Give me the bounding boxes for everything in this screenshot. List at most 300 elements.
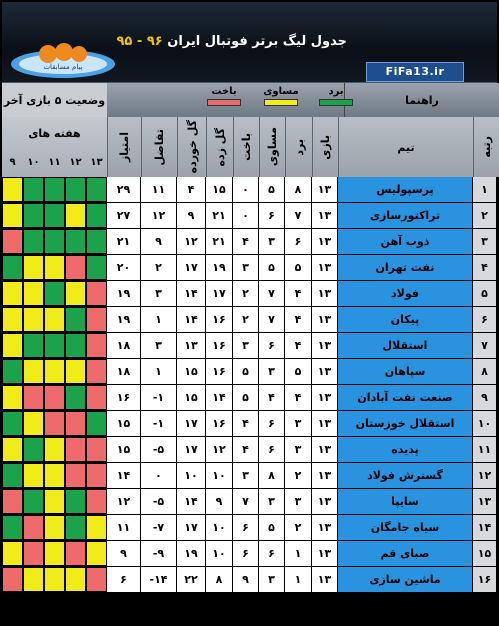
cell-team: ذوب آهن	[338, 229, 473, 254]
cell-team: صنعت نفت آبادان	[338, 385, 473, 410]
cell-pts: ۲۰	[107, 255, 141, 280]
cell-drawn: ۴	[259, 385, 285, 410]
form-result-draw	[44, 489, 65, 514]
form-result-win	[23, 203, 44, 228]
form-result-draw	[2, 385, 23, 410]
col-gd-label: تفاضل	[153, 128, 166, 166]
form-result-win	[86, 411, 107, 436]
form-result-draw	[2, 281, 23, 306]
brand-badge: FiFa13.ir	[366, 62, 464, 82]
cell-pts: ۲۷	[107, 203, 141, 228]
cell-gf: ۱۰	[206, 541, 233, 566]
cell-ga: ۱۴	[177, 307, 206, 332]
col-drawn	[259, 117, 285, 177]
cell-lost: ۰	[233, 203, 259, 228]
col-ga	[177, 117, 206, 177]
form-result-draw	[2, 333, 23, 358]
cell-gf: ۱۷	[206, 281, 233, 306]
form-result-draw	[44, 255, 65, 280]
cell-ga: ۱۷	[177, 411, 206, 436]
form-result-loss	[86, 359, 107, 384]
form-result-draw	[2, 541, 23, 566]
form-result-draw	[23, 411, 44, 436]
cell-gd: -۱۴	[141, 567, 177, 592]
form-result-draw	[23, 463, 44, 488]
cell-rank: ۳	[473, 229, 497, 254]
cell-gd: ۹	[141, 229, 177, 254]
cell-pts: ۱۹	[107, 307, 141, 332]
cell-gd: -۷	[141, 515, 177, 540]
cell-won: ۷	[285, 203, 312, 228]
cell-ga: ۴	[177, 177, 206, 202]
weeks-title: هفته های	[28, 127, 81, 140]
cell-won: ۳	[285, 437, 312, 462]
cell-rank: ۱۰	[473, 411, 497, 436]
cell-rank: ۸	[473, 359, 497, 384]
cell-drawn: ۷	[259, 281, 285, 306]
cell-pts: ۱۱	[107, 515, 141, 540]
cell-played: ۱۳	[312, 463, 338, 488]
cell-team: پیکان	[338, 307, 473, 332]
cell-pts: ۲۹	[107, 177, 141, 202]
cell-ga: ۱۴	[177, 281, 206, 306]
cell-pts: ۲۱	[107, 229, 141, 254]
form-result-draw	[44, 437, 65, 462]
cell-ga: ۱۷	[177, 255, 206, 280]
cell-team: صبای قم	[338, 541, 473, 566]
cell-pts: ۱۲	[107, 489, 141, 514]
table-row	[2, 567, 497, 593]
form-result-loss	[86, 567, 107, 592]
legend-win	[314, 86, 358, 106]
cell-played: ۱۳	[312, 489, 338, 514]
cell-team: استقلال	[338, 333, 473, 358]
form-result-draw	[86, 541, 107, 566]
form-result-loss	[86, 281, 107, 306]
cell-pts: ۹	[107, 541, 141, 566]
cell-drawn: ۳	[259, 489, 285, 514]
form-result-loss	[2, 489, 23, 514]
form-result-draw	[44, 567, 65, 592]
cell-won: ۳	[285, 411, 312, 436]
form-result-win	[44, 229, 65, 254]
form-result-win	[86, 177, 107, 202]
cell-drawn: ۵	[259, 255, 285, 280]
cell-played: ۱۳	[312, 281, 338, 306]
title-year: ۹۶ - ۹۵	[116, 34, 163, 49]
form-result-win	[65, 307, 86, 332]
form-result-draw	[44, 463, 65, 488]
col-rank-label: رتبه	[480, 136, 493, 158]
col-team	[338, 117, 473, 177]
table-row	[2, 177, 497, 203]
form-result-draw	[2, 177, 23, 202]
cell-played: ۱۳	[312, 567, 338, 592]
form-result-loss	[23, 385, 44, 410]
cell-won: ۸	[285, 177, 312, 202]
cell-gd: -۵	[141, 437, 177, 462]
form-result-win	[44, 281, 65, 306]
cell-gf: ۱۶	[206, 411, 233, 436]
table-row	[2, 411, 497, 437]
col-pts-label: امتیاز	[118, 131, 131, 163]
cell-drawn: ۶	[259, 333, 285, 358]
cell-gf: ۱۰	[206, 515, 233, 540]
cell-lost: ۴	[233, 437, 259, 462]
cell-lost: ۶	[233, 515, 259, 540]
form-result-loss	[2, 229, 23, 254]
cell-gd: ۱	[141, 307, 177, 332]
legend-draw-swatch	[264, 99, 298, 106]
cell-gf: ۸	[206, 567, 233, 592]
cell-won: ۳	[285, 489, 312, 514]
form-result-draw	[44, 515, 65, 540]
table-row	[2, 333, 497, 359]
cell-team: ماشین سازی	[338, 567, 473, 592]
cell-played: ۱۳	[312, 437, 338, 462]
form-result-win	[2, 515, 23, 540]
form-result-win	[23, 177, 44, 202]
cell-team: سیاه جامگان	[338, 515, 473, 540]
legend-loss-label: باخت	[211, 86, 237, 97]
cell-pts: ۱۸	[107, 359, 141, 384]
form-result-loss	[86, 333, 107, 358]
cell-gf: ۱۲	[206, 437, 233, 462]
legend	[107, 83, 499, 117]
cell-rank: ۱۲	[473, 463, 497, 488]
cell-gf: ۱۶	[206, 307, 233, 332]
cell-gd: ۳	[141, 333, 177, 358]
form-result-loss	[44, 411, 65, 436]
title-main: جدول لیگ برتر فوتبال ایران	[167, 34, 347, 49]
col-gf	[206, 117, 233, 177]
cell-won: ۴	[285, 281, 312, 306]
cell-pts: ۶	[107, 567, 141, 592]
cell-lost: ۴	[233, 229, 259, 254]
form-result-win	[2, 255, 23, 280]
cell-played: ۱۳	[312, 515, 338, 540]
legend-loss	[202, 86, 246, 106]
cell-gd: -۹	[141, 541, 177, 566]
cell-won: ۱	[285, 541, 312, 566]
cell-ga: ۹	[177, 203, 206, 228]
form-result-loss	[86, 489, 107, 514]
cell-gf: ۱۴	[206, 385, 233, 410]
column-headers	[107, 117, 499, 177]
cell-gf: ۲۱	[206, 203, 233, 228]
cell-won: ۶	[285, 229, 312, 254]
cell-played: ۱۳	[312, 411, 338, 436]
form-result-draw	[23, 281, 44, 306]
cell-played: ۱۳	[312, 307, 338, 332]
form-result-draw	[65, 567, 86, 592]
cell-ga: ۱۳	[177, 333, 206, 358]
cell-rank: ۲	[473, 203, 497, 228]
form-result-draw	[2, 437, 23, 462]
cell-lost: ۹	[233, 567, 259, 592]
col-rank	[473, 117, 499, 177]
table-row	[2, 489, 497, 515]
form-result-win	[65, 385, 86, 410]
cell-lost: ۲	[233, 307, 259, 332]
form-result-win	[86, 255, 107, 280]
table-row	[2, 541, 497, 567]
form-result-loss	[65, 541, 86, 566]
table-row	[2, 255, 497, 281]
cell-ga: ۱۷	[177, 515, 206, 540]
table-row	[2, 307, 497, 333]
form-result-loss	[86, 385, 107, 410]
form-result-draw	[65, 281, 86, 306]
cell-pts: ۱۸	[107, 333, 141, 358]
table-row	[2, 229, 497, 255]
cell-ga: ۲۲	[177, 567, 206, 592]
cell-won: ۴	[285, 385, 312, 410]
cell-won: ۵	[285, 359, 312, 384]
cell-played: ۱۳	[312, 177, 338, 202]
form-result-loss	[65, 463, 86, 488]
cell-team: سپاهان	[338, 359, 473, 384]
form-result-win	[44, 203, 65, 228]
cell-ga: ۱۹	[177, 541, 206, 566]
cell-ga: ۱۷	[177, 437, 206, 462]
cell-rank: ۹	[473, 385, 497, 410]
cell-lost: ۰	[233, 177, 259, 202]
form-result-win	[65, 229, 86, 254]
cell-won: ۵	[285, 255, 312, 280]
form-result-win	[23, 333, 44, 358]
cell-drawn: ۵	[259, 515, 285, 540]
col-lost	[233, 117, 259, 177]
cell-drawn: ۵	[259, 177, 285, 202]
cell-gf: ۹	[206, 489, 233, 514]
table-row	[2, 203, 497, 229]
col-team-label: تیم	[397, 140, 415, 154]
form-result-loss	[2, 567, 23, 592]
cell-lost: ۳	[233, 255, 259, 280]
form-result-draw	[2, 203, 23, 228]
cell-drawn: ۷	[259, 307, 285, 332]
form-result-loss	[86, 437, 107, 462]
cell-lost: ۳	[233, 333, 259, 358]
cell-pts: ۱۵	[107, 437, 141, 462]
page-title	[117, 34, 348, 49]
form-result-draw	[65, 203, 86, 228]
cell-lost: ۳	[233, 463, 259, 488]
form-result-loss	[65, 411, 86, 436]
col-drawn-label: مساوی	[266, 127, 279, 167]
cell-gd: -۱	[141, 385, 177, 410]
table-row	[2, 385, 497, 411]
form-result-loss	[86, 307, 107, 332]
cell-gf: ۱۵	[206, 177, 233, 202]
cell-gd: ۳	[141, 281, 177, 306]
form-result-win	[65, 515, 86, 540]
cell-team: فولاد	[338, 281, 473, 306]
cell-drawn: ۳	[259, 229, 285, 254]
form-result-win	[86, 203, 107, 228]
col-won-label: برد	[292, 138, 306, 156]
week-label: ۱۲	[69, 157, 82, 168]
cell-pts: ۱۶	[107, 385, 141, 410]
form-result-draw	[23, 255, 44, 280]
table-row	[2, 281, 497, 307]
cell-pts: ۱۵	[107, 411, 141, 436]
col-ga-label: گل خورده	[185, 120, 199, 174]
cell-ga: ۱۴	[177, 489, 206, 514]
cell-team: پرسپولیس	[338, 177, 473, 202]
form-result-draw	[86, 515, 107, 540]
cell-gd: -۱	[141, 411, 177, 436]
cell-won: ۴	[285, 333, 312, 358]
table-row	[2, 437, 497, 463]
cell-played: ۱۳	[312, 359, 338, 384]
cell-pts: ۱۴	[107, 463, 141, 488]
cell-gd: -۵	[141, 489, 177, 514]
cell-lost: ۷	[233, 489, 259, 514]
cell-gd: ۱۲	[141, 203, 177, 228]
cell-ga: ۱۰	[177, 463, 206, 488]
col-gd	[141, 117, 177, 177]
cell-gf: ۲۱	[206, 229, 233, 254]
week-label: ۱۱	[48, 157, 61, 168]
form-result-win	[65, 177, 86, 202]
legend-draw-label: مساوی	[263, 86, 299, 97]
form-result-win	[23, 229, 44, 254]
form-result-loss	[65, 255, 86, 280]
form-result-win	[2, 359, 23, 384]
form-result-win	[86, 229, 107, 254]
cell-gd: ۱	[141, 359, 177, 384]
cell-ga: ۱۲	[177, 229, 206, 254]
legend-win-swatch	[319, 99, 353, 106]
cell-played: ۱۳	[312, 203, 338, 228]
cell-won: ۴	[285, 307, 312, 332]
cell-won: ۲	[285, 515, 312, 540]
form-result-win	[23, 489, 44, 514]
form-result-draw	[44, 307, 65, 332]
cell-rank: ۴	[473, 255, 497, 280]
cell-rank: ۱	[473, 177, 497, 202]
cell-played: ۱۳	[312, 541, 338, 566]
form-result-win	[44, 177, 65, 202]
cell-team: نفت تهران	[338, 255, 473, 280]
logo-text: پیام مسابقات	[43, 63, 83, 71]
cell-drawn: ۳	[259, 359, 285, 384]
cell-played: ۱۳	[312, 385, 338, 410]
form-result-win	[44, 333, 65, 358]
cell-team: گسترش فولاد	[338, 463, 473, 488]
form-result-win	[23, 437, 44, 462]
cell-played: ۱۳	[312, 229, 338, 254]
cell-gf: ۱۶	[206, 359, 233, 384]
cell-rank: ۱۶	[473, 567, 497, 592]
cell-won: ۲	[285, 463, 312, 488]
cell-drawn: ۶	[259, 437, 285, 462]
cell-ga: ۱۵	[177, 385, 206, 410]
form-result-win	[2, 463, 23, 488]
header	[2, 2, 497, 83]
cell-rank: ۷	[473, 333, 497, 358]
cell-drawn: ۶	[259, 203, 285, 228]
form-result-draw	[23, 359, 44, 384]
cell-team: سایپا	[338, 489, 473, 514]
form-result-win	[65, 333, 86, 358]
cell-team: استقلال خوزستان	[338, 411, 473, 436]
form-result-loss	[23, 541, 44, 566]
cell-played: ۱۳	[312, 255, 338, 280]
form-result-draw	[2, 307, 23, 332]
cell-won: ۱	[285, 567, 312, 592]
col-played-label: بازی	[319, 134, 332, 160]
cell-lost: ۴	[233, 411, 259, 436]
cell-drawn: ۸	[259, 463, 285, 488]
form-result-draw	[44, 359, 65, 384]
cell-rank: ۱۵	[473, 541, 497, 566]
cell-pts: ۱۹	[107, 281, 141, 306]
cell-team: پدیده	[338, 437, 473, 462]
cell-team: تراکتورسازی	[338, 203, 473, 228]
cell-gf: ۱۹	[206, 255, 233, 280]
cell-drawn: ۶	[259, 411, 285, 436]
form-result-win	[2, 411, 23, 436]
cell-rank: ۱۱	[473, 437, 497, 462]
cell-rank: ۶	[473, 307, 497, 332]
cell-gf: ۱۰	[206, 463, 233, 488]
form-result-loss	[44, 385, 65, 410]
cell-played: ۱۳	[312, 333, 338, 358]
table-row	[2, 515, 497, 541]
table-row	[2, 359, 497, 385]
form-result-loss	[86, 463, 107, 488]
legend-win-label: برد	[328, 86, 344, 97]
form-result-draw	[44, 541, 65, 566]
legend-guide: راهنما	[344, 83, 499, 117]
week-label: ۹	[9, 157, 16, 168]
col-pts	[107, 117, 141, 177]
cell-rank: ۱۳	[473, 489, 497, 514]
form-result-draw	[65, 359, 86, 384]
cell-lost: ۶	[233, 541, 259, 566]
cell-gf: ۱۶	[206, 333, 233, 358]
form-result-draw	[23, 567, 44, 592]
col-gf-label: گل زده	[213, 127, 227, 167]
cell-ga: ۱۵	[177, 359, 206, 384]
cell-lost: ۲	[233, 281, 259, 306]
cell-gd: ۱۱	[141, 177, 177, 202]
col-won	[285, 117, 312, 177]
cell-gd: ۰	[141, 463, 177, 488]
cell-drawn: ۶	[259, 541, 285, 566]
legend-draw	[259, 86, 303, 106]
cell-lost: ۵	[233, 359, 259, 384]
form-result-loss	[23, 515, 44, 540]
weeks-header	[2, 117, 107, 177]
week-label: ۱۰	[27, 157, 40, 168]
status-title: وضعیت ۵ بازی آخر	[2, 83, 107, 117]
cell-rank: ۱۴	[473, 515, 497, 540]
cell-gd: ۲	[141, 255, 177, 280]
week-label: ۱۳	[90, 157, 103, 168]
cell-rank: ۵	[473, 281, 497, 306]
cell-drawn: ۳	[259, 567, 285, 592]
table-row	[2, 463, 497, 489]
cell-lost: ۵	[233, 385, 259, 410]
form-result-win	[65, 489, 86, 514]
form-result-loss	[65, 437, 86, 462]
col-lost-label: باخت	[240, 133, 253, 161]
legend-loss-swatch	[207, 99, 241, 106]
